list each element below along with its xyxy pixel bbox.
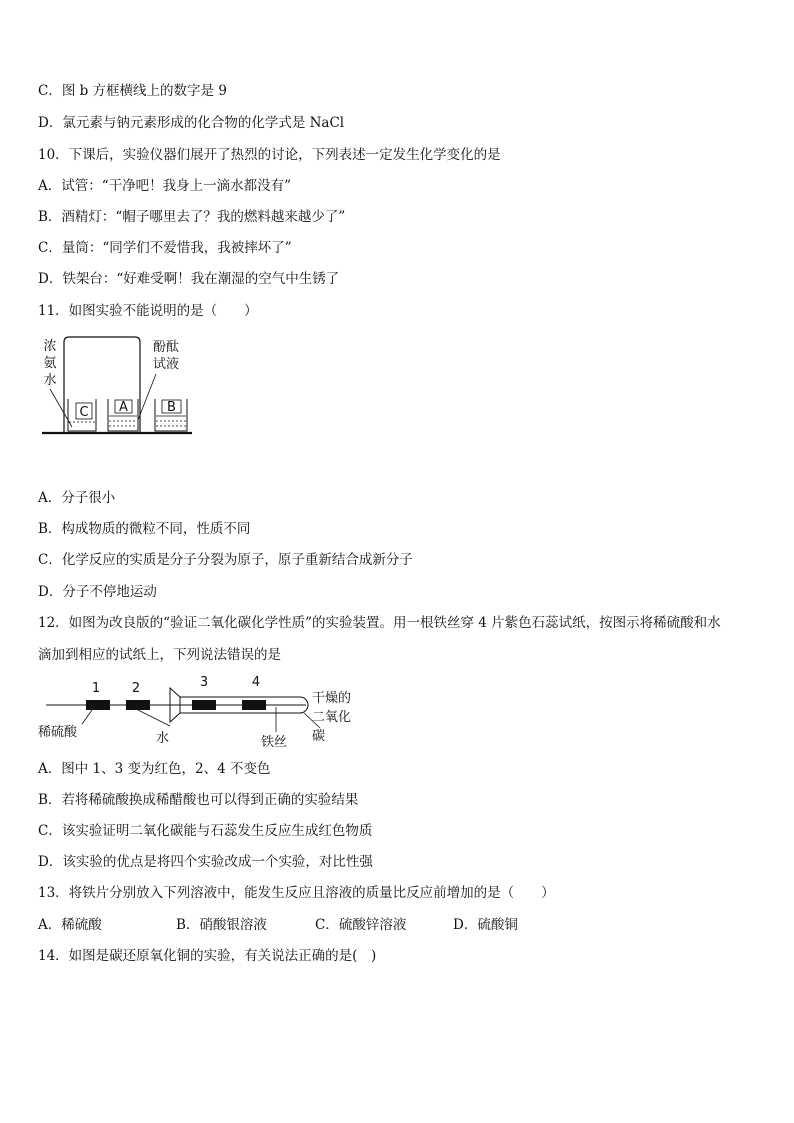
q11-option-d: D．分子不停地运动	[38, 584, 157, 600]
litmus-paper-3	[192, 700, 216, 710]
q11-option-a: A．分子很小	[38, 490, 116, 506]
q13-option-d: D．硫酸铜	[453, 917, 518, 933]
beaker-a-label: A	[119, 400, 128, 415]
beaker-b-label: B	[167, 400, 176, 415]
q12-option-a: A．图中 1、3 变为红色，2、4 不变色	[38, 761, 271, 777]
label-1: 1	[91, 681, 101, 696]
label-3: 3	[199, 675, 209, 690]
co2-litmus-figure	[38, 674, 378, 750]
label-reagent: 试液	[152, 357, 180, 372]
label-iron-wire: 铁丝	[261, 735, 288, 750]
label-an: 氨	[43, 356, 57, 371]
label-co2-part: 二氧化	[312, 710, 352, 725]
q13-option-c: C．硫酸锌溶液	[315, 917, 407, 933]
litmus-paper-4	[242, 700, 266, 710]
q9-option-c: C．图 b 方框横线上的数字是 9	[38, 83, 227, 99]
q9-option-d: D．氯元素与钠元素形成的化合物的化学式是 NaCl	[38, 115, 345, 131]
q10-stem: 10．下课后，实验仪器们展开了热烈的讨论，下列表述一定发生化学变化的是	[38, 147, 501, 163]
q13-stem: 13．将铁片分别放入下列溶液中，能发生反应且溶液的质量比反应前增加的是（ ）	[38, 885, 555, 901]
q12-option-b: B．若将稀硫酸换成稀醋酸也可以得到正确的实验结果	[38, 792, 359, 808]
q13-option-b: B．硝酸银溶液	[176, 917, 267, 933]
litmus-paper-2	[126, 700, 150, 710]
label-dilute-sulfuric-acid: 稀硫酸	[38, 725, 78, 740]
label-nong: 浓	[43, 339, 57, 354]
q12-option-d: D．该实验的优点是将四个实验改成一个实验，对比性强	[38, 854, 373, 870]
q10-option-d: D．铁架台：“好难受啊！我在潮湿的空气中生锈了	[38, 271, 340, 287]
q10-option-b: B．酒精灯：“帽子哪里去了？我的燃料越来越少了”	[38, 209, 346, 225]
q12-stem-line2: 滴加到相应的试纸上，下列说法错误的是	[38, 647, 281, 663]
label-dry: 干燥的	[312, 691, 352, 706]
label-shui: 水	[43, 373, 57, 388]
q12-option-c: C．该实验证明二氧化碳能与石蕊发生反应生成红色物质	[38, 823, 373, 839]
label-water: 水	[156, 731, 170, 746]
q11-option-b: B．构成物质的微粒不同，性质不同	[38, 521, 251, 537]
label-phenolphthalein: 酚酞	[152, 340, 180, 355]
q14-stem: 14．如图是碳还原氧化铜的实验，有关说法正确的是( )	[38, 948, 377, 964]
q10-option-a: A．试管：“干净吧！我身上一滴水都没有”	[38, 178, 292, 194]
litmus-paper-1	[86, 700, 110, 710]
ammonia-diffusion-figure	[38, 332, 198, 442]
q13-option-a: A．稀硫酸	[38, 917, 102, 933]
q13-options	[38, 916, 518, 934]
q11-stem: 11．如图实验不能说明的是（ ）	[38, 303, 258, 319]
label-4: 4	[251, 675, 261, 690]
q12-stem-line1: 12．如图为改良版的“验证二氧化碳化学性质”的实验装置。用一根铁丝穿 4 片紫色石蕊试纸，按图示将稀硫酸和水	[38, 615, 721, 631]
label-2: 2	[131, 681, 141, 696]
beaker-c-label: C	[79, 405, 89, 420]
q11-option-c: C．化学反应的实质是分子分裂为原子，原子重新结合成新分子	[38, 552, 413, 568]
label-carbon: 碳	[312, 729, 326, 744]
q10-option-c: C．量筒：“同学们不爱惜我，我被摔坏了”	[38, 240, 292, 256]
bell-jar	[64, 337, 140, 432]
